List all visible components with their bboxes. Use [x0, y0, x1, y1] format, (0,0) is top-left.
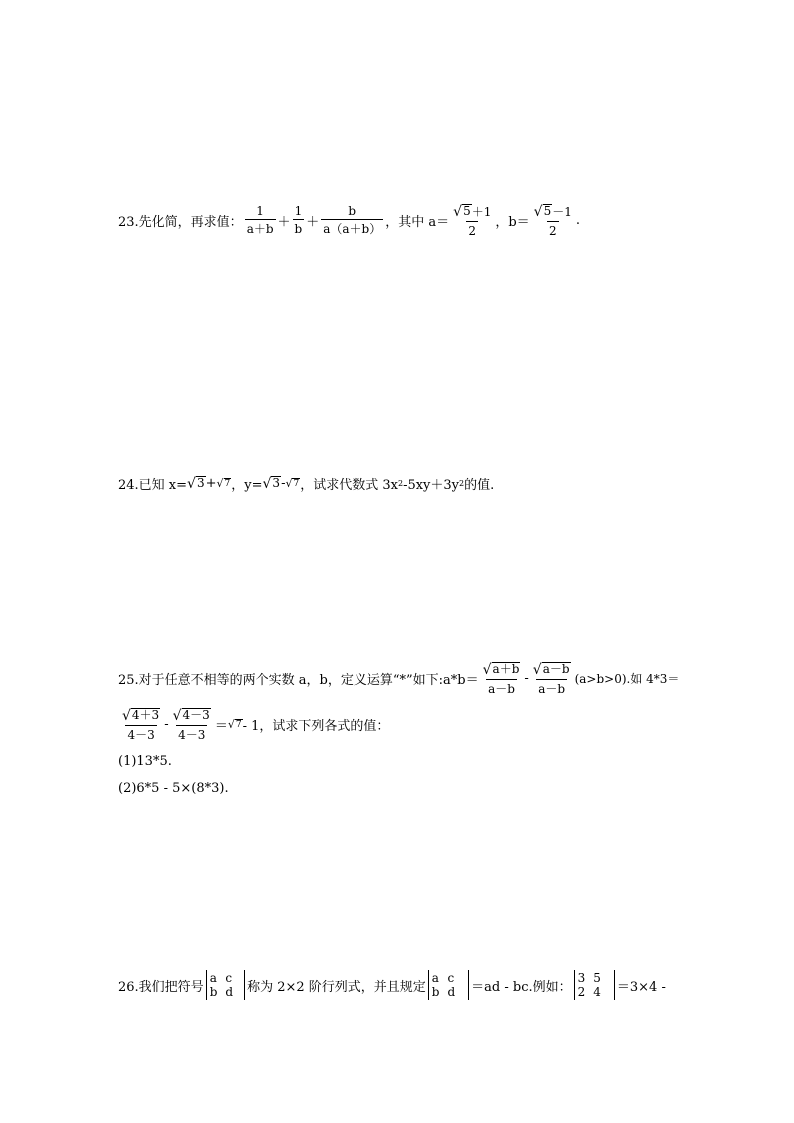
- question-25-item-2: (2)6*5 - 5×(8*3).: [118, 781, 229, 796]
- sqrt-symbol: √ 7: [227, 718, 242, 732]
- q23-a-value: √ 5 ＋1 2: [453, 203, 492, 238]
- q25-fraction-2: √ a－b a－b: [532, 661, 570, 696]
- q25-example-fraction-2: √ 4－3 4－3: [172, 707, 210, 742]
- sqrt-symbol: √ a＋b: [482, 661, 520, 678]
- question-26: 26.我们把符号 a c b d 称为 2×2 阶行列式，并且规定 a c b d ＝ad - bc.例如： 3 5 2 4 ＝3×4 -: [118, 971, 666, 999]
- q25-fraction-1: √ a＋b a－b: [482, 661, 520, 696]
- question-24: 24.已知 x= √ 3 + √ 7 ，y= √ 3 - √ 7 ，试求代数式 3x 2 -5xy＋3y 2 的值.: [118, 475, 495, 493]
- determinant-1: a c b d: [206, 970, 245, 1000]
- q25-example-fraction-1: √ 4＋3 4－3: [122, 707, 160, 742]
- q23-fraction-2: $\frac{1}{b}$: [294, 204, 303, 237]
- sqrt-symbol: √ 3: [262, 475, 281, 492]
- sqrt-symbol: √ 5: [533, 203, 552, 220]
- question-25-item-1: (1)13*5.: [118, 754, 172, 769]
- q23-fraction-1: $\frac{1}{a+b}$: [246, 204, 274, 237]
- sqrt-symbol: √ 4－3: [172, 707, 210, 724]
- sqrt-symbol: √ 5: [453, 203, 471, 220]
- question-25-line-1: 25.对于任意不相等的两个实数 a，b，定义运算“*”如下:a*b＝ √ a＋b a－b - √ a－b a－b (a>b>0).如 4*3＝: [118, 661, 680, 696]
- sqrt-symbol: √ 4＋3: [122, 707, 160, 724]
- determinant-3: 3 5 2 4: [574, 970, 615, 1000]
- sqrt-symbol: √ 7: [285, 477, 300, 491]
- determinant-2: a c b d: [428, 970, 469, 1000]
- question-23: 23.先化简，再求值： $\frac{1}{a+b}$ ＋ $\frac{1}{b}$ ＋ $\frac{b}{a(a+b)}$ ，其中 a＝ √ 5 ＋1 2 ，b＝ √ 5 －1 2 .: [118, 203, 581, 238]
- question-25-line-2: √ 4＋3 4－3 - √ 4－3 4－3 ＝ √ 7 - 1，试求下列各式的值：: [122, 707, 390, 742]
- sqrt-symbol: √ a－b: [532, 661, 570, 678]
- q23-prefix: 23.先化简，再求值：: [118, 214, 243, 230]
- sqrt-symbol: √ 3: [187, 475, 205, 492]
- q23-b-value: √ 5 －1 2: [533, 203, 572, 238]
- sqrt-symbol: √ 7: [216, 477, 231, 491]
- q23-fraction-3: $\frac{b}{a(a+b)}$: [323, 204, 382, 237]
